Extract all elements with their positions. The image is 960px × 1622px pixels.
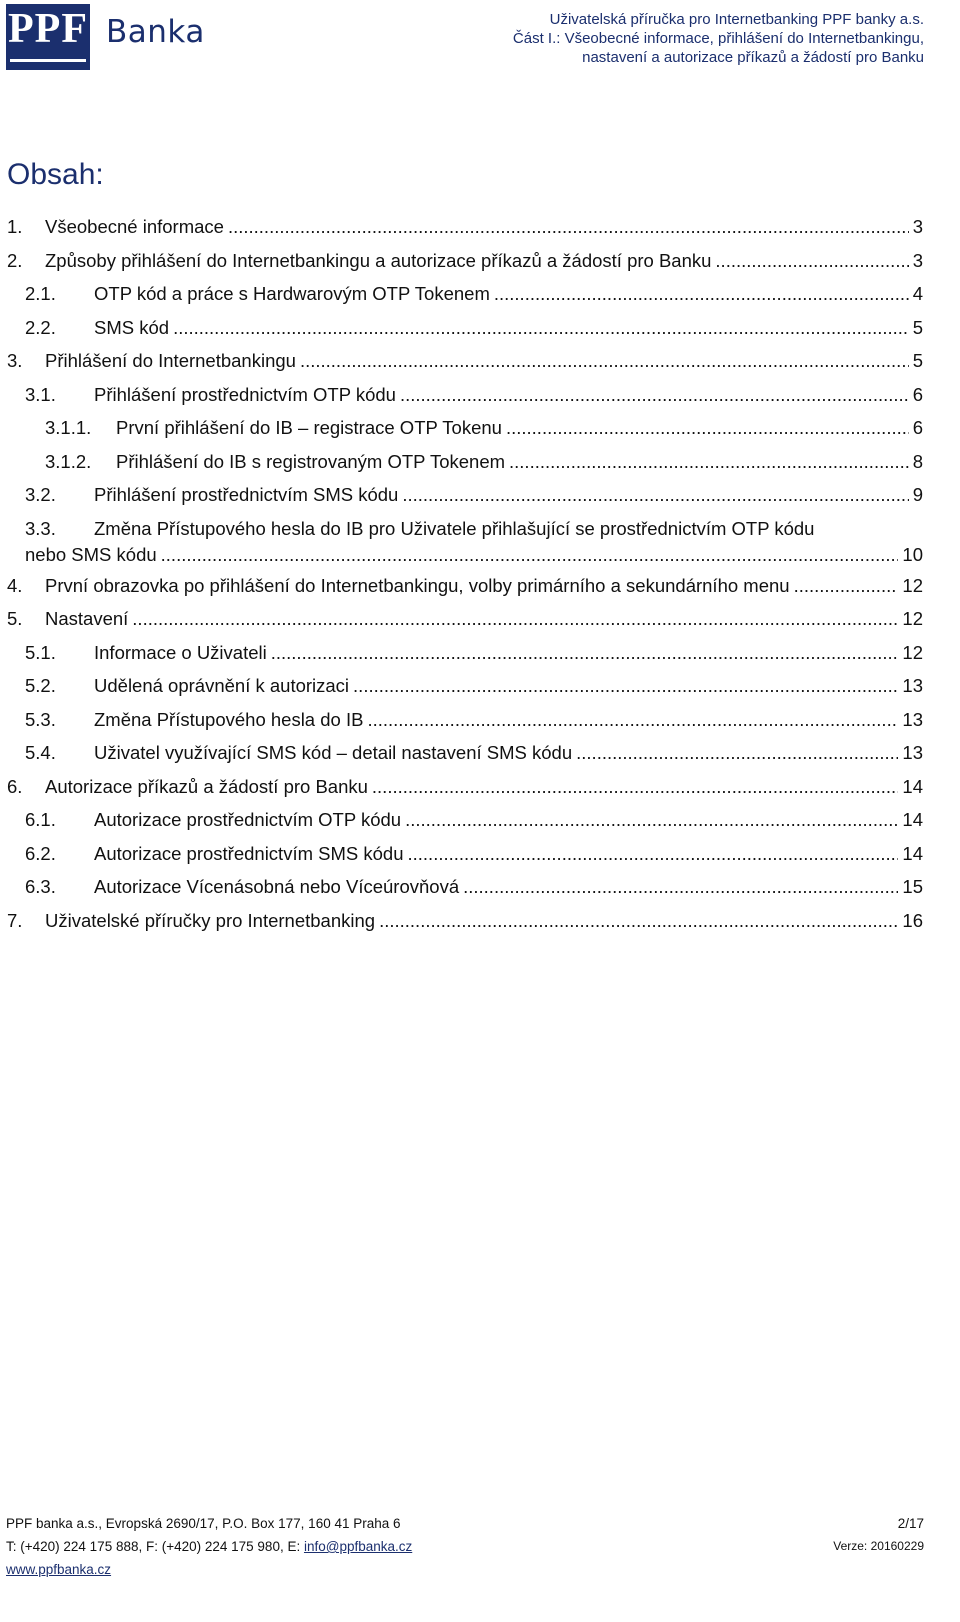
toc-page: 5 — [912, 316, 923, 338]
toc-entry-title: Autorizace prostřednictvím SMS kódu — [94, 842, 404, 864]
logo-underline — [10, 59, 86, 62]
footer-phones: T: (+420) 224 175 888, F: (+420) 224 175 980, E: — [6, 1539, 304, 1554]
toc-number: 4. — [7, 574, 23, 596]
toc-number: 3.3. — [25, 517, 56, 539]
page-footer — [6, 1512, 924, 1581]
toc-entry[interactable] — [7, 740, 923, 774]
toc-number: 6. — [7, 775, 23, 797]
dot-leader — [509, 449, 909, 475]
dot-leader — [794, 573, 899, 599]
toc-number: 1. — [7, 216, 23, 237]
footer-version: Verze: 20160229 — [833, 1539, 924, 1553]
toc-page: 14 — [902, 842, 923, 864]
toc-entry[interactable] — [7, 415, 923, 449]
toc-number: 2.2. — [25, 316, 56, 338]
toc-number: 3. — [7, 350, 23, 371]
toc-page: 6 — [912, 417, 923, 438]
toc-number: 3.2. — [25, 484, 56, 505]
toc-number: 5. — [7, 608, 23, 629]
toc-entry[interactable] — [7, 482, 923, 516]
toc-page: 10 — [902, 543, 923, 565]
toc-page: 3 — [912, 216, 923, 237]
toc-page: 3 — [912, 249, 923, 271]
toc-entry-title: První obrazovka po přihlášení do Internetbankingu, volby primárního a sekundárního menu — [45, 574, 790, 596]
footer-email-link[interactable]: info@ppfbanka.cz — [303, 1539, 413, 1554]
toc-number: 5.2. — [25, 675, 56, 696]
header-line-1: Uživatelská příručka pro Internetbanking PPF banky a.s. — [549, 11, 924, 28]
toc-page: 8 — [912, 450, 923, 472]
toc-entry-title: Autorizace Vícenásobná nebo Víceúrovňová — [94, 876, 460, 897]
toc-number: 3.1.1. — [45, 417, 92, 438]
dot-leader — [228, 214, 909, 240]
logo-mark — [6, 4, 90, 70]
toc-entry[interactable] — [7, 908, 923, 942]
toc-entry-title: Autorizace prostřednictvím OTP kódu — [94, 809, 402, 830]
header-line-3: nastavení a autorizace příkazů a žádostí pro Banku — [582, 49, 924, 66]
toc-page: 9 — [912, 484, 923, 505]
toc-entry-title: Udělená oprávnění k autorizaci — [94, 675, 350, 696]
toc-page: 14 — [902, 809, 923, 830]
toc-entry[interactable] — [7, 348, 923, 382]
toc-entry[interactable] — [7, 382, 923, 416]
toc-page: 6 — [912, 383, 923, 405]
toc-entry-title: Způsoby přihlášení do Internetbankingu a autorizace příkazů a žádostí pro Banku — [45, 249, 712, 271]
toc-entry-title: Změna Přístupového hesla do IB — [94, 708, 364, 730]
dot-leader — [367, 707, 898, 733]
dot-leader — [400, 382, 909, 408]
toc-page: 12 — [902, 641, 923, 663]
toc-entry[interactable] — [7, 248, 923, 282]
toc-entry-title: Uživatel využívající SMS kód – detail nastavení SMS kódu — [94, 742, 573, 763]
toc-number: 2.1. — [25, 283, 56, 304]
toc-entry[interactable] — [7, 774, 923, 808]
table-of-contents — [7, 214, 923, 941]
dot-leader — [271, 640, 899, 666]
footer-contacts — [6, 1535, 412, 1558]
toc-page: 16 — [902, 909, 923, 931]
toc-entry[interactable] — [7, 874, 923, 908]
toc-entry[interactable] — [7, 315, 923, 349]
toc-number: 3.1. — [25, 383, 56, 405]
toc-page: 15 — [902, 876, 923, 897]
toc-entry[interactable] — [7, 841, 923, 875]
toc-entry-title: Autorizace příkazů a žádostí pro Banku — [45, 775, 368, 797]
dot-leader — [576, 740, 898, 766]
dot-leader — [408, 841, 899, 867]
toc-page: 13 — [902, 675, 923, 696]
toc-number: 6.1. — [25, 809, 56, 830]
toc-number: 6.2. — [25, 842, 56, 864]
logo-letters: PPF — [8, 6, 88, 52]
dot-leader — [300, 348, 909, 374]
toc-number: 2. — [7, 249, 23, 271]
dot-leader — [494, 281, 909, 307]
toc-number: 6.3. — [25, 876, 56, 897]
toc-entry-title: První přihlášení do IB – registrace OTP Tokenu — [116, 417, 502, 438]
dot-leader — [372, 774, 899, 800]
toc-number: 5.3. — [25, 708, 56, 730]
toc-entry[interactable] — [7, 281, 923, 315]
toc-page: 5 — [912, 350, 923, 371]
footer-address: PPF banka a.s., Evropská 2690/17, P.O. Box 177, 160 41 Praha 6 — [6, 1516, 401, 1531]
toc-title: Obsah: — [7, 158, 104, 191]
document-header — [513, 10, 924, 67]
footer-website-link[interactable]: www.ppfbanka.cz — [6, 1562, 112, 1577]
dot-leader — [379, 908, 898, 934]
toc-page: 13 — [902, 708, 923, 730]
toc-entry[interactable] — [7, 573, 923, 607]
toc-entry-title: Změna Přístupového hesla do IB pro Uživatele přihlašující se prostřednictvím OTP kódu — [94, 517, 815, 539]
header-line-2: Část I.: Všeobecné informace, přihlášení do Internetbankingu, — [512, 30, 924, 47]
dot-leader — [173, 315, 909, 341]
toc-entry[interactable] — [7, 449, 923, 483]
toc-entry[interactable] — [7, 214, 923, 248]
toc-number: 5.4. — [25, 742, 56, 763]
toc-page: 12 — [902, 608, 923, 629]
toc-entry-title-cont: nebo SMS kódu — [25, 543, 157, 565]
dot-leader — [402, 482, 908, 508]
dot-leader — [506, 415, 909, 441]
ppf-banka-logo — [6, 4, 205, 70]
toc-entry-title: Uživatelské příručky pro Internetbanking — [45, 909, 376, 931]
toc-entry[interactable] — [7, 606, 923, 640]
toc-entry[interactable] — [7, 807, 923, 841]
toc-entry-title: Informace o Uživateli — [94, 641, 267, 663]
logo-wordmark: Banka — [106, 14, 205, 50]
toc-entry-title: Přihlášení prostřednictvím SMS kódu — [94, 484, 399, 505]
dot-leader — [463, 874, 898, 900]
toc-entry[interactable] — [7, 673, 923, 707]
toc-entry-title: Přihlášení do Internetbankingu — [45, 350, 296, 371]
toc-page: 14 — [902, 775, 923, 797]
toc-entry[interactable] — [7, 640, 923, 674]
dot-leader — [132, 606, 898, 632]
toc-entry-title: OTP kód a práce s Hardwarovým OTP Tokenem — [94, 283, 490, 304]
dot-leader — [715, 248, 908, 274]
toc-page: 12 — [902, 574, 923, 596]
footer-page-number: 2/17 — [897, 1516, 924, 1531]
toc-page: 4 — [912, 283, 923, 304]
toc-entry-title: Nastavení — [45, 608, 129, 629]
dot-leader — [161, 541, 899, 569]
dot-leader — [405, 807, 898, 833]
toc-entry[interactable] — [7, 707, 923, 741]
toc-entry-title: Přihlášení do IB s registrovaným OTP Tokenem — [116, 450, 506, 472]
toc-number: 7. — [7, 909, 23, 931]
toc-page: 13 — [902, 742, 923, 763]
toc-entry-title: Přihlášení prostřednictvím OTP kódu — [94, 383, 396, 405]
toc-number: 3.1.2. — [45, 450, 92, 472]
toc-number: 5.1. — [25, 641, 56, 663]
toc-entry[interactable] — [7, 516, 923, 573]
toc-entry-title: SMS kód — [94, 316, 170, 338]
dot-leader — [353, 673, 898, 699]
toc-entry-title: Všeobecné informace — [45, 216, 224, 237]
